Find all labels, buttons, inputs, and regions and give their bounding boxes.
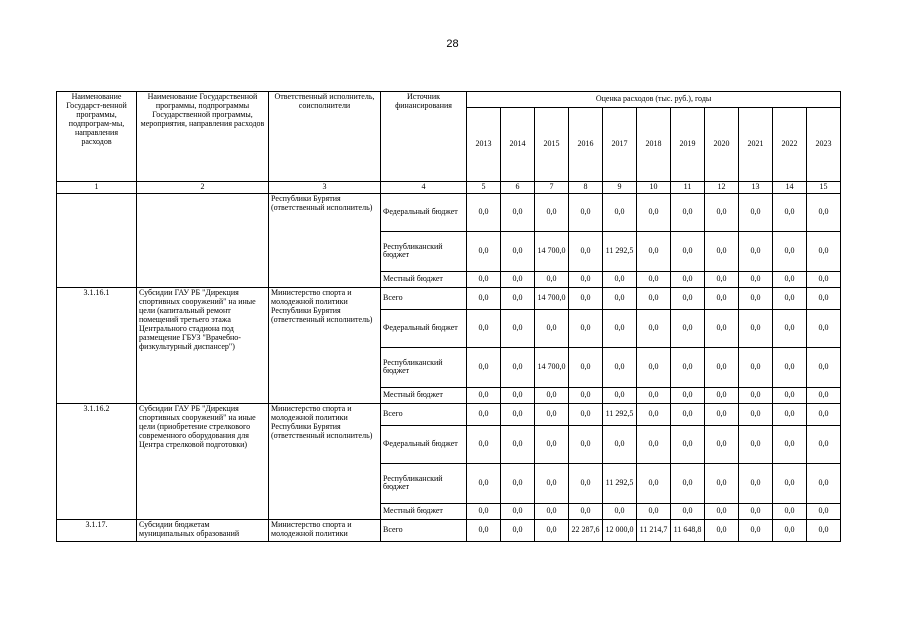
value-cell: 0,0: [501, 519, 535, 541]
value-cell: 0,0: [603, 271, 637, 287]
value-cell: 0,0: [739, 287, 773, 309]
column-number-cell: 12: [705, 182, 739, 194]
value-cell: 0,0: [773, 463, 807, 503]
value-cell: 0,0: [467, 347, 501, 387]
funding-source: Республиканский бюджет: [381, 463, 467, 503]
column-number-cell: 13: [739, 182, 773, 194]
value-cell: 0,0: [671, 309, 705, 347]
value-cell: 0,0: [467, 387, 501, 403]
column-number-cell: 15: [807, 182, 841, 194]
value-cell: 0,0: [705, 519, 739, 541]
value-cell: 0,0: [603, 425, 637, 463]
value-cell: 14 700,0: [535, 231, 569, 271]
header-executor: Ответственный исполнитель, соисполнители: [269, 92, 381, 182]
value-cell: 0,0: [637, 403, 671, 425]
value-cell: 0,0: [501, 425, 535, 463]
table-row: [57, 519, 841, 541]
value-cell: 11 292,5: [603, 403, 637, 425]
table-body: [57, 193, 841, 541]
value-cell: 0,0: [501, 347, 535, 387]
value-cell: 0,0: [705, 503, 739, 519]
value-cell: 0,0: [807, 309, 841, 347]
value-cell: 0,0: [501, 403, 535, 425]
value-cell: 0,0: [671, 403, 705, 425]
row-code: 3.1.16.1: [57, 287, 137, 403]
value-cell: 0,0: [807, 193, 841, 231]
value-cell: 0,0: [637, 271, 671, 287]
value-cell: 0,0: [739, 425, 773, 463]
value-cell: 0,0: [739, 403, 773, 425]
row-code: 3.1.17.: [57, 519, 137, 541]
value-cell: 0,0: [467, 271, 501, 287]
value-cell: 0,0: [637, 503, 671, 519]
funding-source: Федеральный бюджет: [381, 193, 467, 231]
value-cell: 0,0: [807, 387, 841, 403]
row-executor: Министерство спорта и молодежной политики: [269, 519, 381, 541]
value-cell: 0,0: [739, 309, 773, 347]
value-cell: 0,0: [637, 387, 671, 403]
column-number-cell: 14: [773, 182, 807, 194]
page-number: 28: [446, 38, 459, 50]
value-cell: 0,0: [501, 387, 535, 403]
value-cell: 0,0: [501, 463, 535, 503]
value-cell: 0,0: [569, 287, 603, 309]
funding-source: Местный бюджет: [381, 387, 467, 403]
value-cell: 0,0: [637, 231, 671, 271]
value-cell: 0,0: [467, 287, 501, 309]
value-cell: 0,0: [807, 271, 841, 287]
funding-source: Местный бюджет: [381, 503, 467, 519]
year-header-cell: 2015: [535, 108, 569, 182]
value-cell: 0,0: [535, 387, 569, 403]
value-cell: 11 292,5: [603, 463, 637, 503]
value-cell: 0,0: [773, 387, 807, 403]
funding-source: Федеральный бюджет: [381, 309, 467, 347]
value-cell: 0,0: [569, 231, 603, 271]
value-cell: 0,0: [637, 463, 671, 503]
year-header-cell: 2018: [637, 108, 671, 182]
value-cell: 0,0: [773, 193, 807, 231]
value-cell: 0,0: [773, 231, 807, 271]
value-cell: 0,0: [569, 503, 603, 519]
value-cell: 0,0: [807, 231, 841, 271]
value-cell: 0,0: [807, 403, 841, 425]
value-cell: 11 292,5: [603, 231, 637, 271]
column-number-cell: 9: [603, 182, 637, 194]
value-cell: 0,0: [671, 347, 705, 387]
value-cell: 0,0: [603, 309, 637, 347]
funding-source: Республиканский бюджет: [381, 347, 467, 387]
row-code: 3.1.16.2: [57, 403, 137, 519]
value-cell: 0,0: [705, 287, 739, 309]
value-cell: 0,0: [501, 193, 535, 231]
year-header-cell: 2023: [807, 108, 841, 182]
value-cell: 0,0: [807, 347, 841, 387]
value-cell: 0,0: [671, 463, 705, 503]
column-number-cell: 3: [269, 182, 381, 194]
value-cell: 0,0: [535, 463, 569, 503]
row-name: Субсидии ГАУ РБ "Дирекция спортивных сооружений" на иные цели (приобретение стрелкового современного оборудования для Центра стрелковой подготовки): [137, 403, 269, 519]
value-cell: 0,0: [739, 271, 773, 287]
value-cell: 0,0: [773, 347, 807, 387]
row-name: Субсидии бюджетам муниципальных образований: [137, 519, 269, 541]
column-number-cell: 5: [467, 182, 501, 194]
value-cell: 0,0: [569, 271, 603, 287]
value-cell: 0,0: [705, 387, 739, 403]
row-name: Субсидии ГАУ РБ "Дирекция спортивных сооружений" на иные цели (капитальный ремонт помещений третьего этажа Центрального стадиона под размещение ГБУЗ "Врачебно-физкультурный диспансер"): [137, 287, 269, 403]
value-cell: 0,0: [501, 309, 535, 347]
value-cell: 0,0: [739, 231, 773, 271]
header-estimate: Оценка расходов (тыс. руб.), годы: [467, 92, 841, 108]
value-cell: 0,0: [739, 193, 773, 231]
year-header-cell: 2017: [603, 108, 637, 182]
header-program: Наименование Государст-венной программы, подпрограм-мы, направления расходов: [57, 92, 137, 182]
value-cell: 0,0: [535, 309, 569, 347]
value-cell: 0,0: [569, 463, 603, 503]
value-cell: 0,0: [705, 309, 739, 347]
table-row: [57, 193, 841, 231]
value-cell: 0,0: [467, 425, 501, 463]
value-cell: 0,0: [467, 309, 501, 347]
year-header-cell: 2022: [773, 108, 807, 182]
value-cell: 0,0: [705, 271, 739, 287]
value-cell: 0,0: [739, 463, 773, 503]
column-number-cell: 6: [501, 182, 535, 194]
value-cell: 14 700,0: [535, 347, 569, 387]
value-cell: 0,0: [569, 387, 603, 403]
value-cell: 0,0: [569, 309, 603, 347]
year-header-cell: 2019: [671, 108, 705, 182]
value-cell: 0,0: [807, 287, 841, 309]
value-cell: 0,0: [569, 193, 603, 231]
value-cell: 0,0: [637, 347, 671, 387]
value-cell: 12 000,0: [603, 519, 637, 541]
column-number-cell: 11: [671, 182, 705, 194]
value-cell: 0,0: [807, 503, 841, 519]
value-cell: 0,0: [467, 519, 501, 541]
value-cell: 0,0: [535, 271, 569, 287]
value-cell: 0,0: [671, 287, 705, 309]
value-cell: 0,0: [467, 193, 501, 231]
value-cell: 0,0: [535, 403, 569, 425]
value-cell: 0,0: [637, 309, 671, 347]
value-cell: 0,0: [603, 347, 637, 387]
value-cell: 0,0: [773, 503, 807, 519]
value-cell: 0,0: [603, 503, 637, 519]
column-number-cell: 8: [569, 182, 603, 194]
column-number-cell: 2: [137, 182, 269, 194]
row-executor: Министерство спорта и молодежной политики Республики Бурятия (ответственный исполнитель): [269, 287, 381, 403]
value-cell: 0,0: [807, 425, 841, 463]
value-cell: 0,0: [671, 271, 705, 287]
value-cell: 0,0: [807, 519, 841, 541]
value-cell: 0,0: [603, 387, 637, 403]
value-cell: 0,0: [671, 193, 705, 231]
year-header-cell: 2020: [705, 108, 739, 182]
funding-source: Всего: [381, 519, 467, 541]
value-cell: 0,0: [501, 503, 535, 519]
column-number-cell: 4: [381, 182, 467, 194]
value-cell: 0,0: [705, 425, 739, 463]
value-cell: 0,0: [773, 271, 807, 287]
value-cell: 0,0: [467, 503, 501, 519]
value-cell: 0,0: [535, 503, 569, 519]
value-cell: 0,0: [535, 425, 569, 463]
value-cell: 0,0: [637, 193, 671, 231]
value-cell: 0,0: [705, 193, 739, 231]
value-cell: 14 700,0: [535, 287, 569, 309]
value-cell: 0,0: [501, 271, 535, 287]
value-cell: 0,0: [671, 503, 705, 519]
value-cell: 0,0: [501, 231, 535, 271]
header-source: Источник финансирования: [381, 92, 467, 182]
funding-source: Местный бюджет: [381, 271, 467, 287]
value-cell: 0,0: [569, 425, 603, 463]
value-cell: 0,0: [671, 387, 705, 403]
value-cell: 0,0: [637, 287, 671, 309]
value-cell: 0,0: [467, 231, 501, 271]
year-header-cell: 2021: [739, 108, 773, 182]
table-header: [57, 92, 841, 194]
funding-source: Всего: [381, 403, 467, 425]
value-cell: 0,0: [807, 463, 841, 503]
row-name: [137, 193, 269, 287]
table-row: [57, 403, 841, 425]
value-cell: 0,0: [569, 403, 603, 425]
value-cell: 0,0: [705, 347, 739, 387]
column-number-cell: 10: [637, 182, 671, 194]
value-cell: 0,0: [705, 231, 739, 271]
value-cell: 0,0: [535, 519, 569, 541]
column-number-cell: 7: [535, 182, 569, 194]
table-row: [57, 287, 841, 309]
value-cell: 22 287,6: [569, 519, 603, 541]
funding-source: Всего: [381, 287, 467, 309]
value-cell: 0,0: [739, 387, 773, 403]
value-cell: 0,0: [603, 287, 637, 309]
value-cell: 0,0: [671, 231, 705, 271]
header-name: Наименование Государственной программы, подпрограммы Государственной программы, мероприятия, направления расходов: [137, 92, 269, 182]
row-executor: Министерство спорта и молодежной политики Республики Бурятия (ответственный исполнитель): [269, 403, 381, 519]
value-cell: 0,0: [705, 463, 739, 503]
value-cell: 0,0: [603, 193, 637, 231]
value-cell: 0,0: [773, 309, 807, 347]
value-cell: 0,0: [671, 425, 705, 463]
value-cell: 0,0: [501, 287, 535, 309]
year-header-cell: 2014: [501, 108, 535, 182]
value-cell: 0,0: [739, 347, 773, 387]
value-cell: 0,0: [739, 503, 773, 519]
value-cell: 0,0: [739, 519, 773, 541]
value-cell: 0,0: [637, 425, 671, 463]
value-cell: 0,0: [467, 403, 501, 425]
value-cell: 0,0: [535, 193, 569, 231]
value-cell: 0,0: [773, 403, 807, 425]
value-cell: 0,0: [569, 347, 603, 387]
row-code: [57, 193, 137, 287]
value-cell: 0,0: [773, 425, 807, 463]
funding-source: Федеральный бюджет: [381, 425, 467, 463]
year-header-cell: 2013: [467, 108, 501, 182]
year-header-cell: 2016: [569, 108, 603, 182]
row-executor: Республики Бурятия (ответственный исполнитель): [269, 193, 381, 287]
budget-table: [56, 91, 841, 542]
column-number-cell: 1: [57, 182, 137, 194]
funding-source: Республиканский бюджет: [381, 231, 467, 271]
value-cell: 11 648,8: [671, 519, 705, 541]
value-cell: 0,0: [467, 463, 501, 503]
value-cell: 0,0: [773, 287, 807, 309]
column-number-row: [57, 182, 841, 194]
value-cell: 0,0: [773, 519, 807, 541]
value-cell: 11 214,7: [637, 519, 671, 541]
value-cell: 0,0: [705, 403, 739, 425]
